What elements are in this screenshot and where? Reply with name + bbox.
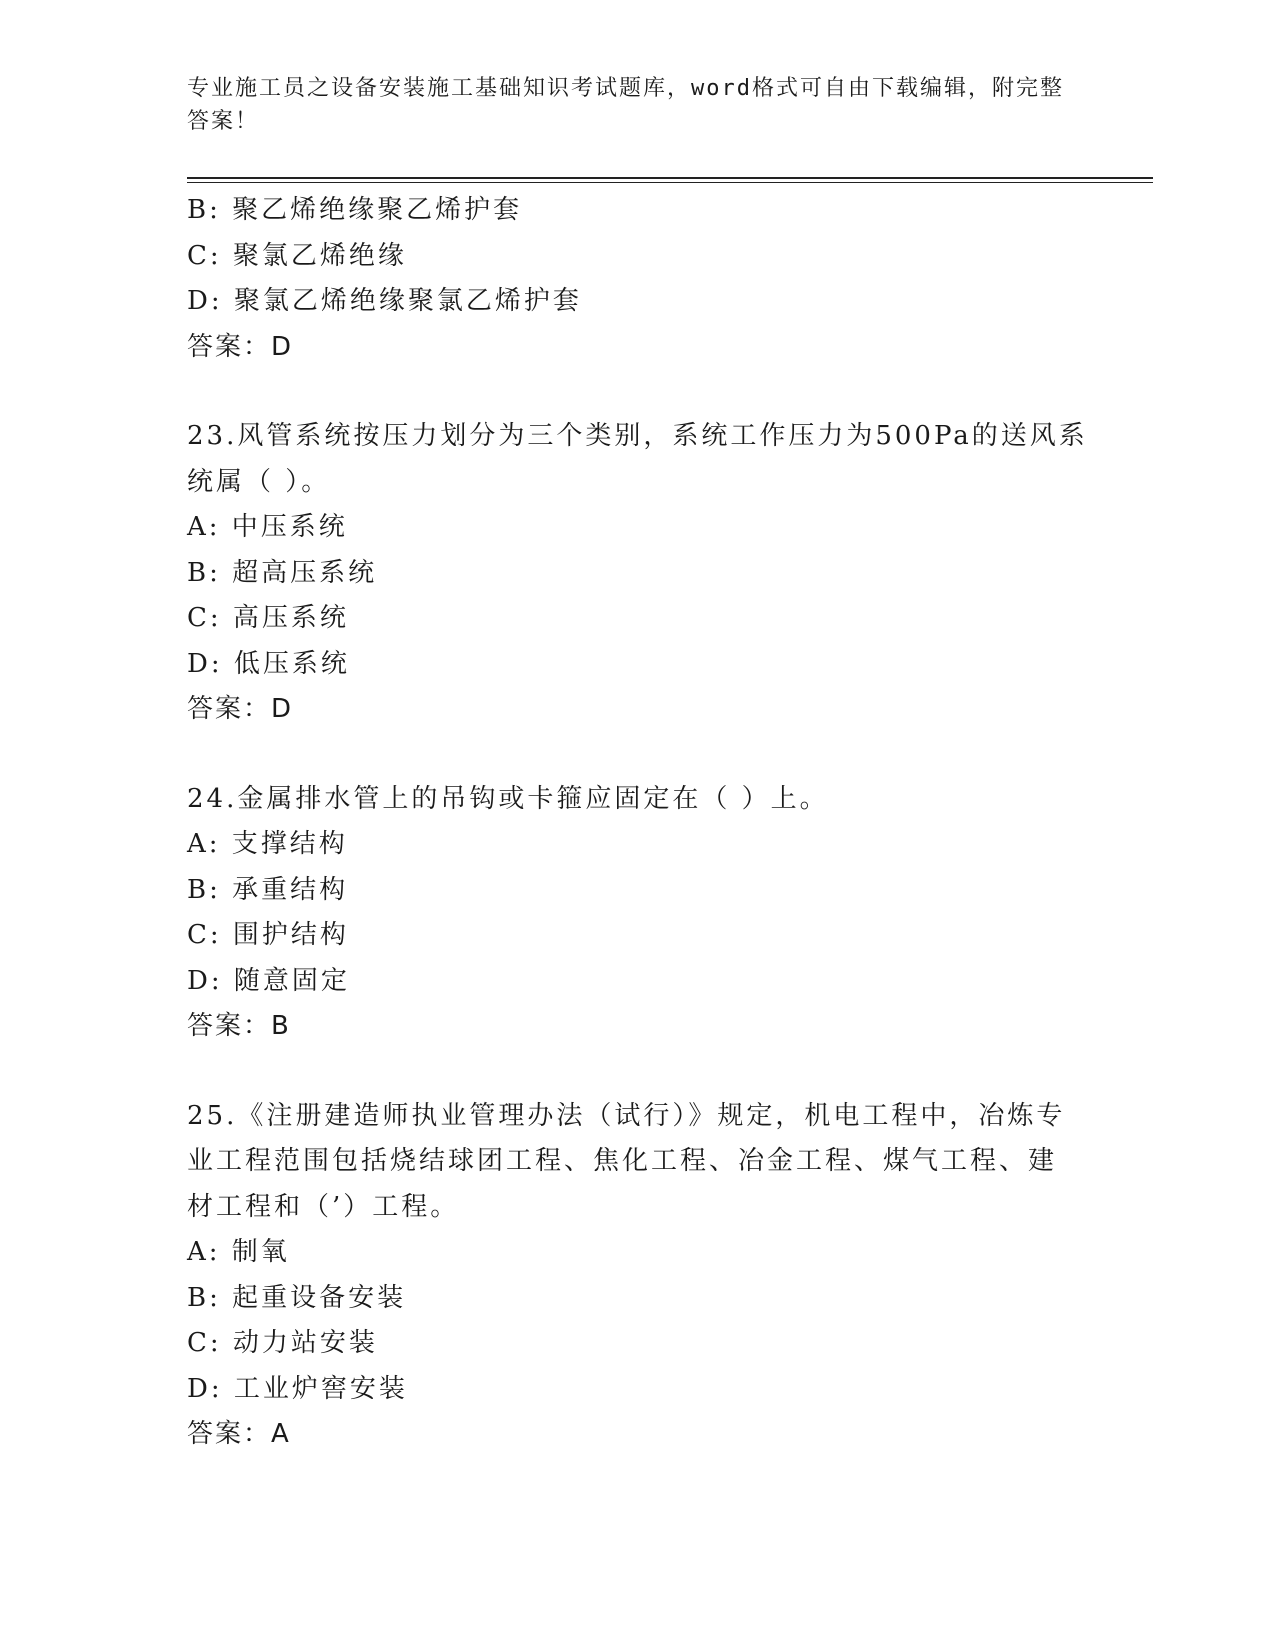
spacer — [187, 1050, 1087, 1094]
question-text-line: 23.风管系统按压力划分为三个类别，系统工作压力为500Pa的送风系 — [187, 421, 1088, 451]
option-a: A: 制氧 — [187, 1237, 290, 1267]
option-c: C: 聚氯乙烯绝缘 — [187, 240, 407, 271]
option-b: B: 起重设备安装 — [187, 1282, 407, 1313]
option-c: C: 高压系统 — [187, 603, 349, 633]
option-d: D: 低压系统 — [187, 648, 350, 679]
spacer — [187, 370, 1087, 414]
question-text-line: 材工程和（’）工程。 — [187, 1191, 460, 1222]
question-text-line: 业工程范围包括烧结球团工程、焦化工程、冶金工程、煤气工程、建 — [187, 1146, 1058, 1176]
question-text-line: 24.金属排水管上的吊钩或卡箍应固定在（ ）上。 — [187, 783, 829, 814]
option-d: D: 聚氯乙烯绝缘聚氯乙烯护套 — [187, 286, 582, 316]
question-list — [187, 188, 1087, 1458]
answer-line: 答案：D — [187, 694, 294, 724]
option-a: A: 中压系统 — [187, 512, 348, 542]
spacer — [187, 733, 1087, 777]
header-divider — [187, 177, 1153, 179]
option-b: B: 承重结构 — [187, 874, 349, 905]
question-text-line: 统属（ ）。 — [187, 466, 331, 497]
option-d: D: 工业炉窖安装 — [187, 1373, 408, 1404]
document-header: 专业施工员之设备安装施工基础知识考试题库，word格式可自由下载编辑，附完整答案！ — [187, 76, 1064, 134]
option-a: A: 支撑结构 — [187, 829, 348, 859]
header-divider-thin — [187, 182, 1153, 183]
answer-line: 答案：D — [187, 331, 294, 362]
question-25 — [187, 1094, 1087, 1458]
option-c: C: 动力站安装 — [187, 1328, 378, 1358]
question-23 — [187, 414, 1087, 733]
option-b: B: 超高压系统 — [187, 557, 378, 588]
prev-question-tail — [187, 188, 1087, 370]
option-b: B: 聚乙烯绝缘聚乙烯护套 — [187, 195, 523, 225]
answer-line: 答案：A — [187, 1419, 291, 1449]
question-text-line: 25.《注册建造师执业管理办法（试行）》规定，机电工程中，冶炼专 — [187, 1100, 1066, 1131]
answer-line: 答案：B — [187, 1011, 291, 1041]
question-24 — [187, 777, 1087, 1050]
option-c: C: 围护结构 — [187, 920, 349, 950]
option-d: D: 随意固定 — [187, 965, 350, 996]
